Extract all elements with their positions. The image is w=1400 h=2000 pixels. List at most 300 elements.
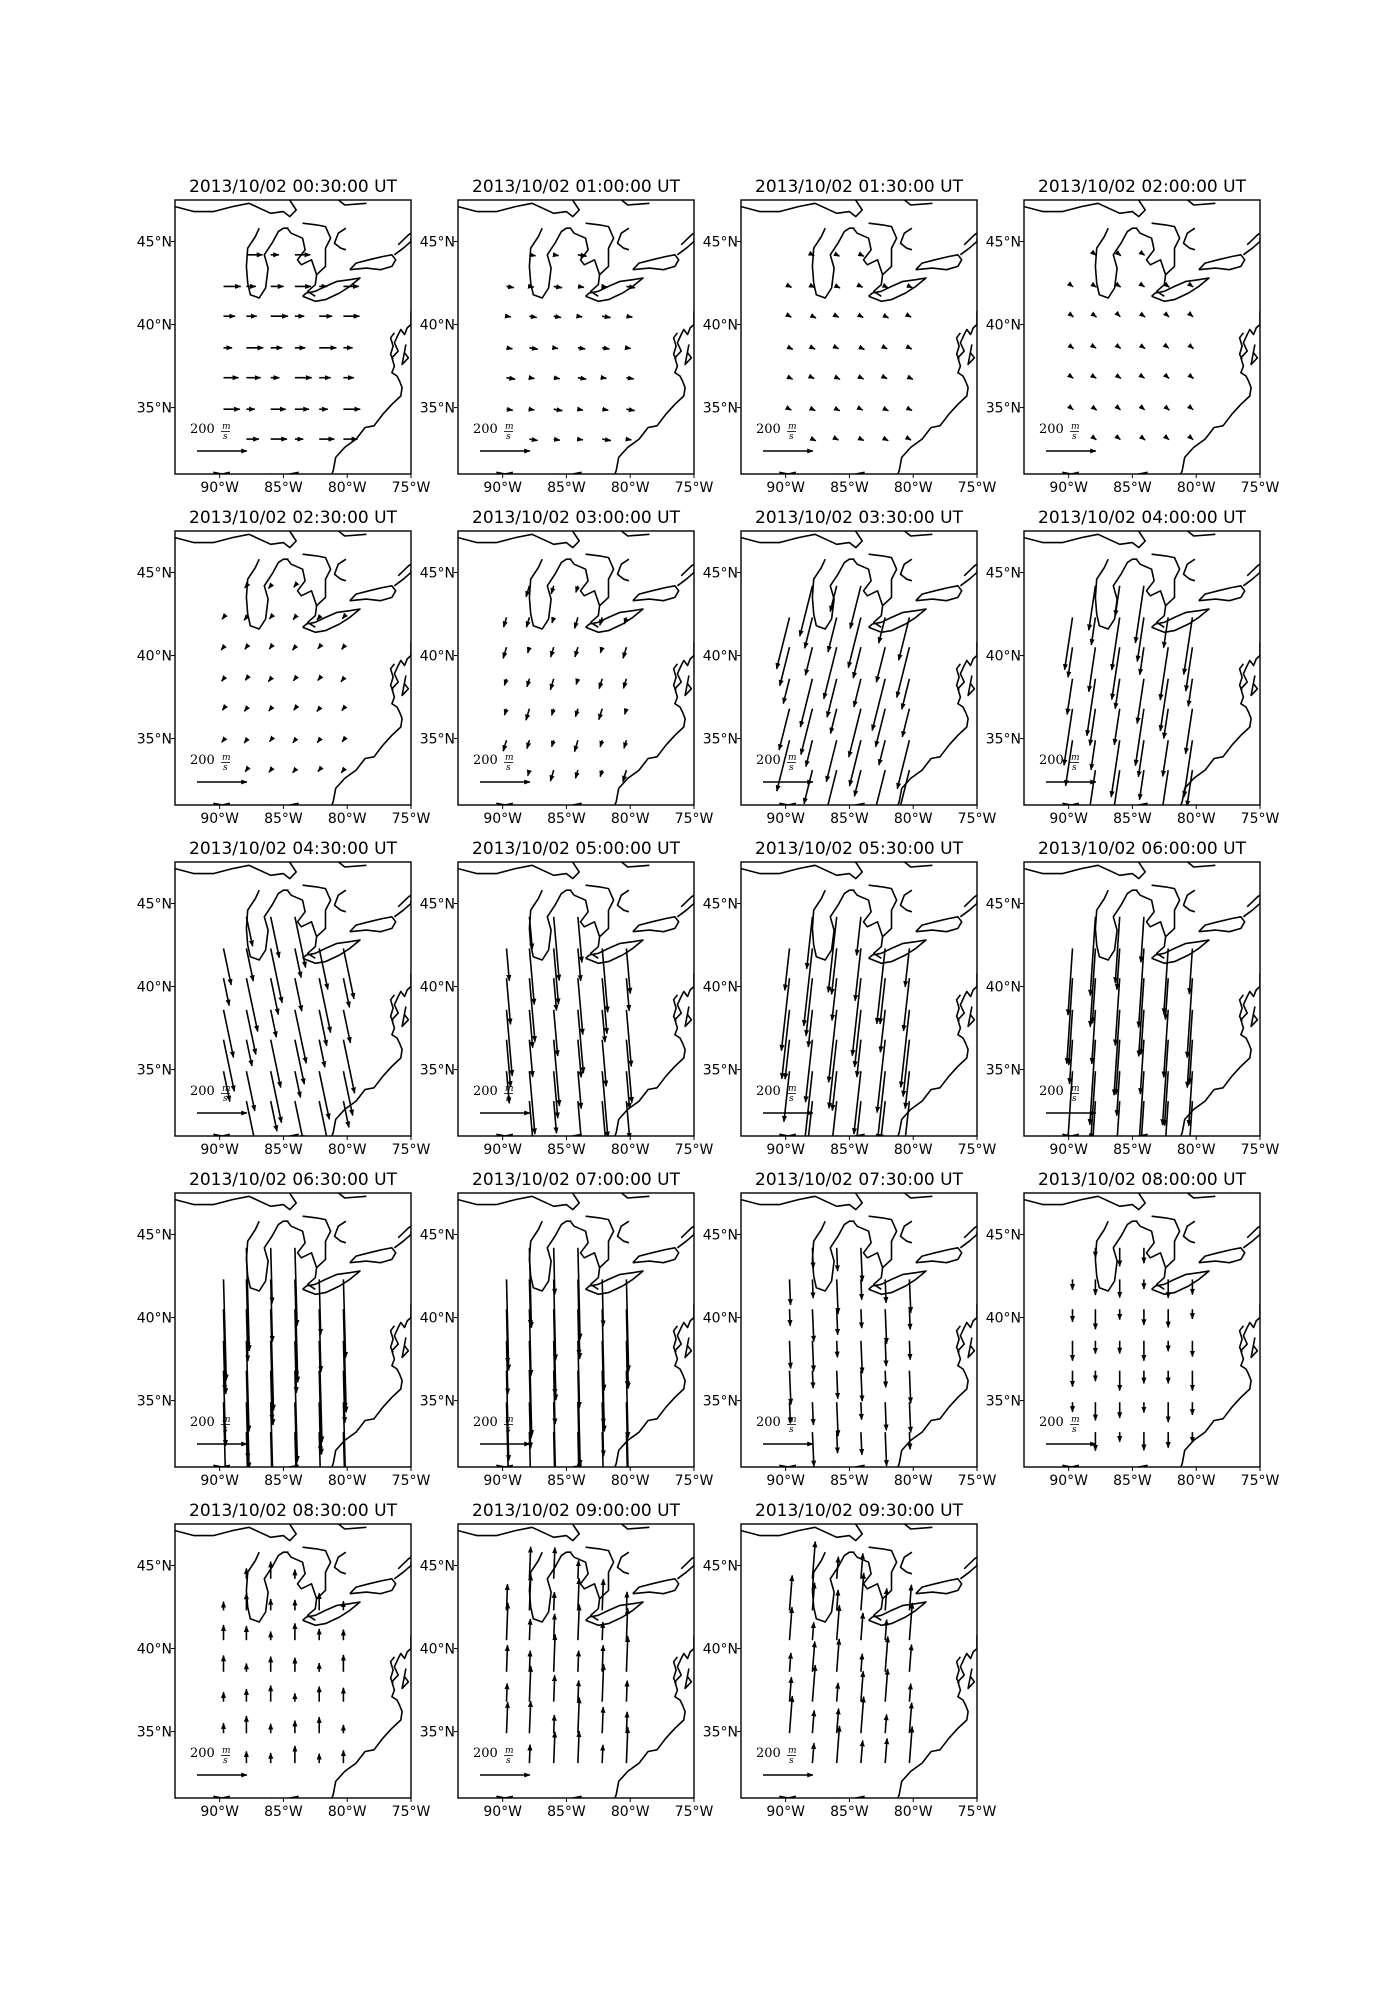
wind-vector xyxy=(848,617,861,667)
wind-vector xyxy=(529,255,535,256)
wind-vector xyxy=(600,740,602,747)
scale-value: 200 xyxy=(190,422,215,437)
scale-unit-num: m xyxy=(505,1746,514,1756)
scale-unit-num: m xyxy=(505,1084,514,1094)
wind-vector xyxy=(909,1684,910,1702)
lon-tick-label: 80°W xyxy=(893,1804,933,1820)
scale-unit-num: m xyxy=(222,1415,231,1425)
wind-vector xyxy=(551,647,554,657)
coastline xyxy=(1152,885,1180,937)
lat-tick-label: 40°N xyxy=(702,1310,738,1327)
wind-vector xyxy=(319,1010,327,1046)
wind-vector xyxy=(626,1608,627,1640)
coastline xyxy=(1152,1271,1209,1294)
wind-vector xyxy=(529,409,534,410)
lat-tick-label: 45°N xyxy=(702,896,738,913)
coastline xyxy=(1136,890,1165,958)
wind-vector xyxy=(578,409,583,410)
scale-unit-den: s xyxy=(506,1094,511,1104)
lon-tick-label: 80°W xyxy=(327,811,367,827)
wind-vector xyxy=(1140,770,1144,800)
vector-field xyxy=(224,255,361,439)
wind-vector xyxy=(861,1613,863,1640)
wind-vector xyxy=(800,586,813,636)
scale-value: 200 xyxy=(756,753,781,768)
coastline xyxy=(869,885,897,937)
scale-unit-num: m xyxy=(1071,1084,1080,1094)
wind-vector xyxy=(837,255,840,256)
wind-vector xyxy=(837,1639,840,1672)
wind-vector xyxy=(790,409,792,410)
wind-vector xyxy=(837,1557,839,1579)
coastline xyxy=(869,223,897,275)
lon-tick-label: 75°W xyxy=(674,480,714,496)
wind-vector xyxy=(909,1402,910,1432)
lon-tick-label: 90°W xyxy=(766,1804,805,1820)
coastline xyxy=(529,890,571,960)
coastline xyxy=(685,1669,691,1689)
wind-vector xyxy=(885,1279,886,1302)
lat-tick-label: 35°N xyxy=(702,1062,738,1079)
coastline xyxy=(335,1552,346,1574)
lat-tick-label: 45°N xyxy=(419,565,455,582)
wind-vector xyxy=(341,679,343,682)
coastline xyxy=(246,228,288,298)
lon-tick-label: 85°W xyxy=(1113,1142,1152,1158)
scale-value: 200 xyxy=(473,1746,498,1761)
vector-field xyxy=(221,586,343,773)
panel-title: 2013/10/02 03:30:00 UT xyxy=(755,508,963,528)
scale-legend xyxy=(190,1415,247,1444)
coastline xyxy=(869,940,926,963)
coastline xyxy=(402,345,408,365)
scale-unit-den: s xyxy=(1072,432,1077,442)
coastline xyxy=(1152,1216,1180,1268)
lon-tick-label: 85°W xyxy=(547,1804,586,1820)
wind-vector xyxy=(222,679,224,681)
lat-tick-label: 45°N xyxy=(136,1227,172,1244)
vector-field xyxy=(507,1547,628,1763)
wind-vector xyxy=(507,1645,508,1672)
coastline xyxy=(853,1552,882,1620)
wind-vector xyxy=(861,1553,863,1578)
lat-tick-label: 35°N xyxy=(985,1062,1021,1079)
wind-vector xyxy=(505,679,507,686)
lon-tick-label: 85°W xyxy=(264,1804,303,1820)
coastline xyxy=(869,278,926,301)
wind-vector xyxy=(861,1402,862,1419)
wind-vector xyxy=(578,1731,579,1763)
wind-vector xyxy=(909,1645,911,1672)
panel-title: 2013/10/02 01:00:00 UT xyxy=(472,177,680,197)
lat-tick-label: 40°N xyxy=(136,1310,172,1327)
wind-vector xyxy=(885,348,887,349)
wind-vector xyxy=(626,378,633,379)
lat-tick-label: 45°N xyxy=(136,896,172,913)
scale-legend xyxy=(756,422,813,451)
wind-vector xyxy=(600,770,602,777)
wind-vector xyxy=(1115,679,1120,709)
coastline xyxy=(246,890,288,960)
wind-vector xyxy=(554,1548,555,1579)
coastline xyxy=(1152,554,1180,606)
wind-vector xyxy=(578,286,584,287)
coastline xyxy=(287,1552,316,1620)
coastline xyxy=(335,559,346,581)
lon-tick-label: 80°W xyxy=(610,1142,650,1158)
coastline xyxy=(303,1271,360,1294)
coastline xyxy=(916,1579,962,1594)
coastline xyxy=(332,311,411,474)
wind-vector xyxy=(837,1683,838,1702)
scale-value: 200 xyxy=(1039,753,1064,768)
coastline xyxy=(1199,586,1245,601)
wind-vector xyxy=(806,740,813,766)
coastline xyxy=(350,1579,396,1594)
coastline xyxy=(586,223,614,275)
coastline xyxy=(812,559,854,629)
map-panel xyxy=(703,1501,997,1820)
wind-vector xyxy=(507,348,513,349)
lon-tick-label: 80°W xyxy=(893,1473,933,1489)
wind-vector xyxy=(529,1619,530,1640)
wind-vector xyxy=(812,378,814,379)
wind-vector xyxy=(790,1677,792,1702)
coastline xyxy=(586,1271,643,1294)
coastline xyxy=(1251,1007,1257,1027)
coastline xyxy=(1184,228,1195,250)
wind-vector xyxy=(790,1575,793,1610)
panel-title: 2013/10/02 04:30:00 UT xyxy=(189,839,397,859)
coastline xyxy=(586,1547,614,1599)
vector-field xyxy=(777,586,910,821)
vector-field xyxy=(790,255,913,441)
wind-vector xyxy=(861,1671,863,1701)
wind-vector xyxy=(269,617,270,619)
wind-vector xyxy=(1095,255,1096,256)
lat-tick-label: 40°N xyxy=(419,1310,455,1327)
scale-unit-den: s xyxy=(223,763,228,773)
wind-vector xyxy=(1140,647,1144,675)
scale-legend xyxy=(473,1084,530,1113)
wind-vector xyxy=(812,1279,813,1298)
lon-tick-label: 80°W xyxy=(893,480,933,496)
coastline xyxy=(633,1579,679,1594)
scale-unit-den: s xyxy=(789,1094,794,1104)
wind-vector xyxy=(295,1010,306,1063)
wind-vector xyxy=(855,1010,861,1067)
coastline xyxy=(335,228,346,250)
panel-title: 2013/10/02 01:30:00 UT xyxy=(755,177,963,197)
lon-tick-label: 80°W xyxy=(1176,1473,1216,1489)
lon-tick-label: 85°W xyxy=(1113,811,1152,827)
wind-vector xyxy=(1095,409,1096,410)
wind-vector xyxy=(554,378,560,379)
lon-tick-label: 80°W xyxy=(893,1142,933,1158)
wind-vector xyxy=(623,647,626,658)
scale-unit-num: m xyxy=(222,1746,231,1756)
wind-vector xyxy=(554,1592,555,1610)
coastline xyxy=(1095,890,1137,960)
wind-vector xyxy=(507,286,514,287)
lon-tick-label: 85°W xyxy=(830,480,869,496)
lon-tick-label: 90°W xyxy=(200,811,239,827)
wind-vector xyxy=(576,770,578,778)
wind-vector xyxy=(224,978,230,1005)
wind-vector xyxy=(837,1605,840,1640)
coastline xyxy=(246,1552,288,1622)
wind-vector xyxy=(812,1432,814,1466)
wind-vector xyxy=(812,439,815,441)
lon-tick-label: 75°W xyxy=(957,1473,997,1489)
coastline xyxy=(853,228,882,296)
wind-vector xyxy=(624,617,626,624)
wind-vector xyxy=(885,1637,888,1672)
coastline xyxy=(332,642,411,805)
scale-legend xyxy=(190,1746,247,1775)
wind-vector xyxy=(805,617,813,648)
wind-vector xyxy=(1192,378,1193,379)
wind-vector xyxy=(790,378,793,380)
lat-tick-label: 35°N xyxy=(702,400,738,417)
coastline xyxy=(586,885,614,937)
vector-field xyxy=(503,586,626,782)
coastline xyxy=(570,228,599,296)
wind-vector xyxy=(554,286,562,287)
scale-unit-num: m xyxy=(788,753,797,763)
wind-vector xyxy=(885,1588,887,1610)
coastline xyxy=(529,228,571,298)
wind-vector xyxy=(552,617,554,623)
wind-vector xyxy=(244,617,246,620)
lat-tick-label: 45°N xyxy=(985,234,1021,251)
wind-vector xyxy=(1073,316,1074,317)
lon-tick-label: 75°W xyxy=(957,1142,997,1158)
lat-tick-label: 40°N xyxy=(419,648,455,665)
coastline xyxy=(350,1248,396,1263)
wind-vector xyxy=(806,1040,813,1102)
wind-vector xyxy=(295,1071,301,1097)
wind-vector xyxy=(837,1279,838,1313)
wind-vector xyxy=(885,1309,886,1344)
coastline xyxy=(916,1248,962,1263)
lon-tick-label: 80°W xyxy=(327,480,367,496)
wind-vector xyxy=(504,617,507,627)
map-panel xyxy=(986,508,1280,827)
wind-vector xyxy=(1144,255,1145,256)
coastline xyxy=(1251,345,1257,365)
panel-title: 2013/10/02 05:00:00 UT xyxy=(472,839,680,859)
map-panel xyxy=(703,508,997,827)
wind-vector xyxy=(837,1402,838,1436)
wind-vector xyxy=(319,1040,325,1068)
scale-unit-den: s xyxy=(223,1756,228,1766)
coastline xyxy=(1181,642,1260,805)
lon-tick-label: 85°W xyxy=(1113,480,1152,496)
wind-vector xyxy=(1073,378,1074,379)
vector-field xyxy=(1064,586,1192,827)
panel-title: 2013/10/02 03:00:00 UT xyxy=(472,508,680,528)
wind-vector xyxy=(626,316,632,317)
wind-vector xyxy=(812,1371,813,1388)
wind-vector xyxy=(507,378,516,379)
lon-tick-label: 90°W xyxy=(200,480,239,496)
wind-vector xyxy=(342,740,343,742)
map-panel xyxy=(137,177,431,496)
coastline xyxy=(968,1338,974,1358)
coastline xyxy=(916,586,962,601)
lat-tick-label: 35°N xyxy=(702,731,738,748)
wind-vector xyxy=(578,378,586,379)
scale-value: 200 xyxy=(473,753,498,768)
wind-vector xyxy=(295,978,302,1011)
scale-value: 200 xyxy=(1039,422,1064,437)
scale-legend xyxy=(473,422,530,451)
wind-vector xyxy=(812,348,815,349)
coastline xyxy=(1095,228,1137,298)
lat-tick-label: 45°N xyxy=(419,234,455,251)
coastline xyxy=(1199,917,1245,932)
wind-vector xyxy=(909,348,911,349)
wind-vector xyxy=(551,586,553,594)
wind-vector xyxy=(885,1738,887,1763)
coastline xyxy=(685,1007,691,1027)
coastline xyxy=(916,917,962,932)
wind-vector xyxy=(268,679,270,682)
map-panel xyxy=(986,839,1280,1187)
lon-tick-label: 80°W xyxy=(1176,480,1216,496)
wind-vector xyxy=(837,1371,838,1399)
wind-vector xyxy=(1095,286,1096,287)
scale-legend xyxy=(1039,1084,1096,1113)
coastline xyxy=(529,1221,571,1291)
panel-title: 2013/10/02 09:00:00 UT xyxy=(472,1501,680,1521)
coastline xyxy=(335,1221,346,1243)
scale-unit-den: s xyxy=(789,1425,794,1435)
wind-vector xyxy=(885,1620,887,1641)
lon-tick-label: 90°W xyxy=(483,811,522,827)
wind-vector xyxy=(625,709,627,715)
wind-vector xyxy=(837,1432,838,1453)
map-panel xyxy=(703,839,997,1177)
scale-unit-den: s xyxy=(223,1425,228,1435)
wind-vector xyxy=(885,1432,886,1466)
lat-tick-label: 35°N xyxy=(985,1393,1021,1410)
lat-tick-label: 35°N xyxy=(136,1393,172,1410)
wind-vector xyxy=(576,586,578,593)
coastline xyxy=(529,1552,571,1622)
wind-vector xyxy=(812,1341,813,1372)
vector-field xyxy=(790,1542,913,1764)
wind-vector xyxy=(909,1432,910,1449)
wind-vector xyxy=(575,617,578,628)
lon-tick-label: 90°W xyxy=(1049,1473,1088,1489)
scale-unit-num: m xyxy=(222,422,231,432)
lon-tick-label: 80°W xyxy=(610,1804,650,1820)
wind-vector xyxy=(1091,617,1095,645)
vector-field xyxy=(790,1248,911,1467)
coastline xyxy=(1095,559,1137,629)
wind-vector xyxy=(294,709,295,710)
coastline xyxy=(869,1216,897,1268)
wind-vector xyxy=(554,316,561,317)
wind-vector xyxy=(318,647,319,649)
lon-tick-label: 90°W xyxy=(766,1473,805,1489)
panel-title: 2013/10/02 00:30:00 UT xyxy=(189,177,397,197)
vector-field xyxy=(224,1562,344,1764)
wind-vector xyxy=(885,316,888,318)
lat-tick-label: 45°N xyxy=(419,1558,455,1575)
wind-vector xyxy=(505,709,507,715)
lon-tick-label: 80°W xyxy=(1176,811,1216,827)
wind-vector xyxy=(528,770,530,776)
lat-tick-label: 35°N xyxy=(985,400,1021,417)
wind-vector xyxy=(885,1669,888,1702)
wind-vector xyxy=(812,286,814,287)
scale-unit-num: m xyxy=(1071,422,1080,432)
map-panel xyxy=(420,1501,714,1820)
wind-vector xyxy=(1144,439,1145,440)
wind-vector xyxy=(837,348,839,349)
wind-vector xyxy=(1192,286,1193,287)
scale-unit-den: s xyxy=(789,432,794,442)
coastline xyxy=(1181,311,1260,474)
wind-vector xyxy=(1120,439,1121,440)
lat-tick-label: 35°N xyxy=(702,1393,738,1410)
lat-tick-label: 40°N xyxy=(985,1310,1021,1327)
wind-vector xyxy=(245,679,246,680)
wind-vector xyxy=(1168,409,1169,410)
coastline xyxy=(869,609,926,632)
coastline xyxy=(1136,559,1165,627)
wind-vector xyxy=(909,1341,910,1360)
lon-tick-label: 85°W xyxy=(264,1473,303,1489)
wind-vector xyxy=(837,316,839,317)
wind-vector xyxy=(1135,709,1144,766)
wind-vector xyxy=(861,286,863,287)
coastline xyxy=(901,890,912,912)
coastline xyxy=(1199,255,1245,270)
lat-tick-label: 40°N xyxy=(985,317,1021,334)
scale-unit-num: m xyxy=(788,1746,797,1756)
scale-unit-den: s xyxy=(506,432,511,442)
wind-vector xyxy=(554,409,563,411)
scale-value: 200 xyxy=(756,1746,781,1761)
wind-vector xyxy=(576,709,578,717)
wind-vector xyxy=(1144,348,1145,349)
coastline xyxy=(901,559,912,581)
coastline xyxy=(303,554,331,606)
wind-vector xyxy=(1168,316,1169,317)
wind-vector xyxy=(342,617,343,618)
wind-vector xyxy=(341,770,343,773)
wind-vector xyxy=(1120,348,1121,349)
map-panel xyxy=(137,839,431,1158)
wind-vector xyxy=(293,647,295,650)
lon-tick-label: 90°W xyxy=(483,1473,522,1489)
wind-vector xyxy=(554,917,560,981)
wind-vector xyxy=(507,1702,508,1733)
wind-vector xyxy=(269,709,271,711)
coastline xyxy=(586,278,643,301)
wind-vector xyxy=(602,409,608,410)
scale-legend xyxy=(473,1746,530,1775)
wind-vector xyxy=(222,740,224,742)
wind-vector xyxy=(602,1745,603,1763)
wind-vector xyxy=(554,1732,555,1763)
coastline xyxy=(898,973,977,1136)
wind-vector xyxy=(1120,378,1121,379)
